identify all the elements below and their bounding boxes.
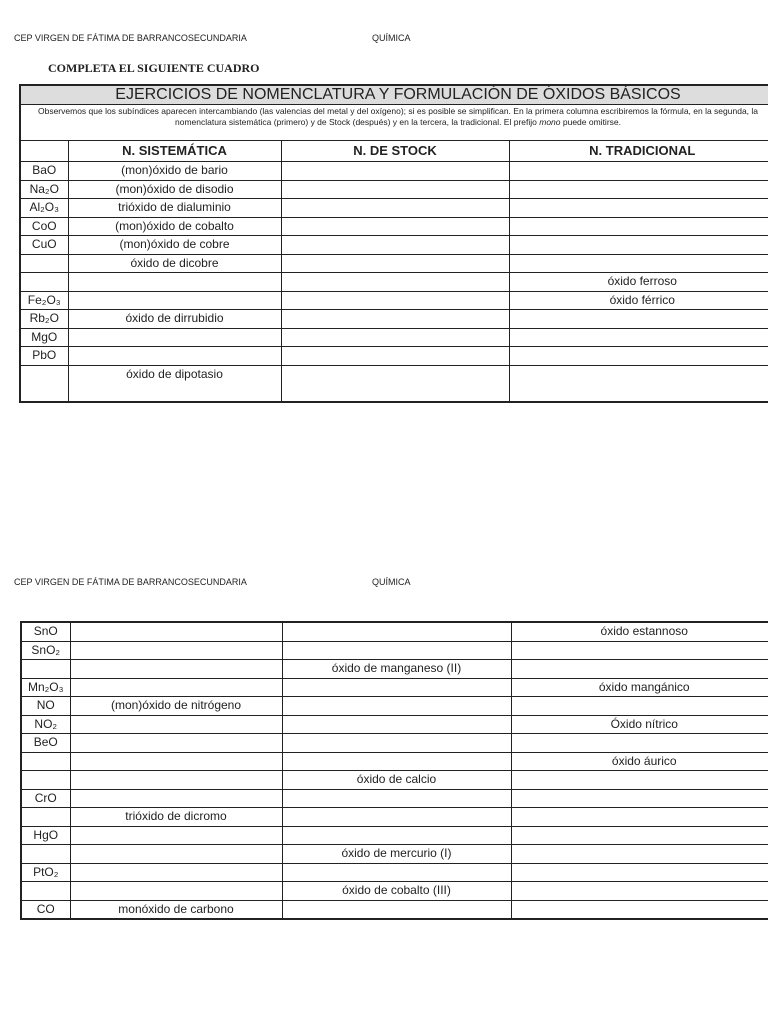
table-row xyxy=(20,162,768,181)
traditional-name-cell[interactable] xyxy=(511,771,768,790)
table-row xyxy=(20,254,768,273)
traditional-name-cell[interactable] xyxy=(511,697,768,716)
systematic-name-cell[interactable] xyxy=(68,291,281,310)
traditional-name-cell[interactable] xyxy=(509,254,768,273)
stock-name-cell[interactable] xyxy=(282,622,511,641)
table-row xyxy=(21,882,768,901)
table-row xyxy=(21,752,768,771)
systematic-name-cell[interactable] xyxy=(70,845,282,864)
stock-name-cell[interactable] xyxy=(281,180,509,199)
table-row xyxy=(20,199,768,218)
stock-name-cell[interactable] xyxy=(282,789,511,808)
traditional-name-cell: Óxido nítrico xyxy=(511,715,768,734)
traditional-name-cell[interactable] xyxy=(511,641,768,660)
stock-name-cell[interactable] xyxy=(281,291,509,310)
traditional-name-cell[interactable] xyxy=(509,310,768,329)
stock-name-cell[interactable] xyxy=(281,347,509,366)
table-row xyxy=(20,217,768,236)
table-title: EJERCICIOS DE NOMENCLATURA Y FORMULACIÓN DE ÓXIDOS BÁSICOS xyxy=(20,85,768,105)
formula-cell[interactable] xyxy=(21,771,70,790)
traditional-name-cell[interactable] xyxy=(509,328,768,347)
oxides-table-2 xyxy=(20,621,768,920)
formula-cell: BeO xyxy=(21,734,70,753)
table-row xyxy=(21,622,768,641)
formula-cell: Mn₂O₃ xyxy=(21,678,70,697)
stock-name-cell[interactable] xyxy=(281,328,509,347)
stock-name-cell[interactable] xyxy=(282,900,511,919)
subject-header: QUÍMICA xyxy=(372,33,411,43)
table-row xyxy=(21,900,768,919)
systematic-name-cell: óxido de dipotasio xyxy=(68,365,281,402)
table-row xyxy=(21,789,768,808)
column-header-systematic-name: N. SISTEMÁTICA xyxy=(68,141,281,162)
table-row xyxy=(21,863,768,882)
table-row xyxy=(21,678,768,697)
formula-cell: MgO xyxy=(20,328,68,347)
formula-cell: NO xyxy=(21,697,70,716)
traditional-name-cell: óxido mangánico xyxy=(511,678,768,697)
stock-name-cell[interactable] xyxy=(282,863,511,882)
systematic-name-cell[interactable] xyxy=(70,660,282,679)
formula-cell: BaO xyxy=(20,162,68,181)
table-row xyxy=(20,291,768,310)
traditional-name-cell[interactable] xyxy=(511,660,768,679)
systematic-name-cell[interactable] xyxy=(70,715,282,734)
stock-name-cell[interactable] xyxy=(282,641,511,660)
traditional-name-cell[interactable] xyxy=(509,180,768,199)
systematic-name-cell[interactable] xyxy=(70,641,282,660)
stock-name-cell[interactable] xyxy=(282,715,511,734)
formula-cell: SnO xyxy=(21,622,70,641)
table-note: Observemos que los subíndices aparecen intercambiando (las valencias del metal y del oxígeno); si es posible se simplifican. En la primera columna escribiremos la fórmula, en la segunda, la nomenclatura sistemática (primero) y de Stock (después) y en la tercera, la tradicional. El prefijo mono puede omitirse. xyxy=(20,105,768,141)
stock-name-cell[interactable] xyxy=(281,273,509,292)
systematic-name-cell[interactable] xyxy=(70,771,282,790)
systematic-name-cell[interactable] xyxy=(70,678,282,697)
table-row xyxy=(21,845,768,864)
systematic-name-cell: (mon)óxido de nitrógeno xyxy=(70,697,282,716)
column-header-formula xyxy=(20,141,68,162)
table-row xyxy=(20,273,768,292)
systematic-name-cell[interactable] xyxy=(68,347,281,366)
stock-name-cell[interactable] xyxy=(281,199,509,218)
systematic-name-cell[interactable] xyxy=(68,328,281,347)
traditional-name-cell[interactable] xyxy=(511,808,768,827)
stock-name-cell[interactable] xyxy=(282,808,511,827)
column-header-traditional-name: N. TRADICIONAL xyxy=(509,141,768,162)
formula-cell[interactable] xyxy=(21,845,70,864)
systematic-name-cell[interactable] xyxy=(70,622,282,641)
systematic-name-cell: trióxido de dicromo xyxy=(70,808,282,827)
traditional-name-cell[interactable] xyxy=(511,734,768,753)
traditional-name-cell[interactable] xyxy=(511,882,768,901)
formula-cell: Al₂O₃ xyxy=(20,199,68,218)
table-row xyxy=(20,365,768,402)
systematic-name-cell[interactable] xyxy=(70,863,282,882)
traditional-name-cell[interactable] xyxy=(509,162,768,181)
formula-cell[interactable] xyxy=(20,273,68,292)
traditional-name-cell[interactable] xyxy=(511,863,768,882)
formula-cell: HgO xyxy=(21,826,70,845)
systematic-name-cell[interactable] xyxy=(70,789,282,808)
formula-cell: PtO₂ xyxy=(21,863,70,882)
stock-name-cell: óxido de cobalto (III) xyxy=(282,882,511,901)
systematic-name-cell: (mon)óxido de disodio xyxy=(68,180,281,199)
stock-name-cell[interactable] xyxy=(282,826,511,845)
systematic-name-cell[interactable] xyxy=(70,752,282,771)
formula-cell: CrO xyxy=(21,789,70,808)
formula-cell[interactable] xyxy=(21,882,70,901)
instruction: COMPLETA EL SIGUIENTE CUADRO xyxy=(48,61,260,75)
systematic-name-cell[interactable] xyxy=(70,734,282,753)
stock-name-cell[interactable] xyxy=(282,678,511,697)
formula-cell[interactable] xyxy=(20,254,68,273)
systematic-name-cell[interactable] xyxy=(68,273,281,292)
school-header-page2: CEP VIRGEN DE FÁTIMA DE BARRANCOSECUNDARIA xyxy=(14,577,247,587)
table-row xyxy=(20,328,768,347)
formula-cell: SnO₂ xyxy=(21,641,70,660)
systematic-name-cell[interactable] xyxy=(70,882,282,901)
table-row xyxy=(21,808,768,827)
column-header-stock-name: N. DE STOCK xyxy=(281,141,509,162)
traditional-name-cell: óxido estannoso xyxy=(511,622,768,641)
traditional-name-cell[interactable] xyxy=(509,365,768,402)
table-row xyxy=(21,641,768,660)
traditional-name-cell[interactable] xyxy=(511,826,768,845)
stock-name-cell[interactable] xyxy=(281,365,509,402)
formula-cell: PbO xyxy=(20,347,68,366)
formula-cell: Fe₂O₃ xyxy=(20,291,68,310)
formula-cell: CuO xyxy=(20,236,68,255)
stock-name-cell[interactable] xyxy=(281,254,509,273)
traditional-name-cell: óxido férrico xyxy=(509,291,768,310)
systematic-name-cell: monóxido de carbono xyxy=(70,900,282,919)
stock-name-cell: óxido de mercurio (I) xyxy=(282,845,511,864)
formula-cell[interactable] xyxy=(21,660,70,679)
traditional-name-cell[interactable] xyxy=(509,347,768,366)
traditional-name-cell: óxido áurico xyxy=(511,752,768,771)
formula-cell[interactable] xyxy=(21,752,70,771)
table-row xyxy=(21,660,768,679)
subject-header-page2: QUÍMICA xyxy=(372,577,411,587)
table-row xyxy=(20,310,768,329)
table-row xyxy=(21,734,768,753)
traditional-name-cell[interactable] xyxy=(511,789,768,808)
stock-name-cell[interactable] xyxy=(281,236,509,255)
formula-cell: CO xyxy=(21,900,70,919)
formula-cell[interactable] xyxy=(21,808,70,827)
formula-cell: Na₂O xyxy=(20,180,68,199)
stock-name-cell[interactable] xyxy=(282,752,511,771)
stock-name-cell[interactable] xyxy=(281,217,509,236)
table-row xyxy=(20,347,768,366)
oxides-table-1 xyxy=(19,84,768,403)
table-row xyxy=(21,771,768,790)
stock-name-cell[interactable] xyxy=(282,697,511,716)
stock-name-cell[interactable] xyxy=(282,734,511,753)
traditional-name-cell: óxido ferroso xyxy=(509,273,768,292)
formula-cell: NO₂ xyxy=(21,715,70,734)
stock-name-cell: óxido de manganeso (II) xyxy=(282,660,511,679)
formula-cell: Rb₂O xyxy=(20,310,68,329)
systematic-name-cell: óxido de dirrubidio xyxy=(68,310,281,329)
school-header: CEP VIRGEN DE FÁTIMA DE BARRANCOSECUNDARIA xyxy=(14,33,247,43)
table-row xyxy=(21,697,768,716)
systematic-name-cell: (mon)óxido de cobalto xyxy=(68,217,281,236)
traditional-name-cell[interactable] xyxy=(511,900,768,919)
stock-name-cell[interactable] xyxy=(281,310,509,329)
systematic-name-cell: (mon)óxido de cobre xyxy=(68,236,281,255)
formula-cell[interactable] xyxy=(20,365,68,402)
traditional-name-cell[interactable] xyxy=(509,217,768,236)
stock-name-cell[interactable] xyxy=(281,162,509,181)
stock-name-cell: óxido de calcio xyxy=(282,771,511,790)
traditional-name-cell[interactable] xyxy=(511,845,768,864)
systematic-name-cell[interactable] xyxy=(70,826,282,845)
traditional-name-cell[interactable] xyxy=(509,236,768,255)
systematic-name-cell: óxido de dicobre xyxy=(68,254,281,273)
formula-cell: CoO xyxy=(20,217,68,236)
table-row xyxy=(20,236,768,255)
table-row xyxy=(20,180,768,199)
systematic-name-cell: trióxido de dialuminio xyxy=(68,199,281,218)
traditional-name-cell[interactable] xyxy=(509,199,768,218)
systematic-name-cell: (mon)óxido de bario xyxy=(68,162,281,181)
table-row xyxy=(21,715,768,734)
table-row xyxy=(21,826,768,845)
